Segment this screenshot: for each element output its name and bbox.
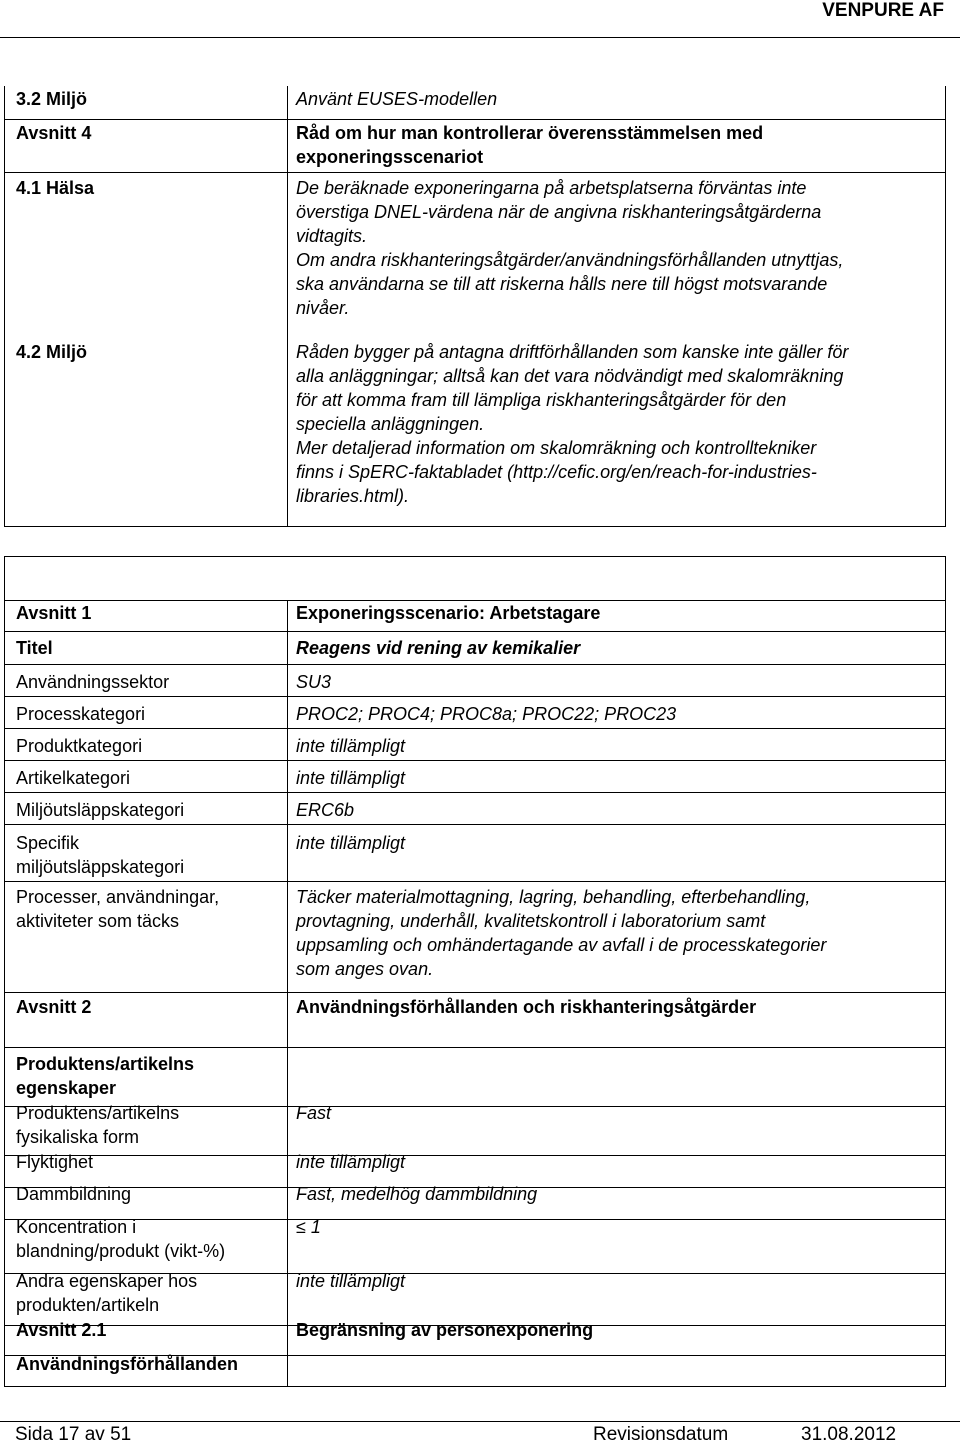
row-label-section-4: Avsnitt 4 (16, 123, 92, 143)
row-label-env-release-category: Miljöutsläppskategori (16, 800, 185, 820)
row-label-product-properties: Produktens/artikelns egenskaper (16, 1054, 195, 1098)
row-divider (5, 664, 945, 665)
row-value-section-2-1: Begränsning av personexponering (296, 1320, 594, 1340)
row-value-4-1: De beräknade exponeringarna på arbetsplatserna förväntas inte överstiga DNEL-värdena när de angivna riskhanteringsåtgärderna vidtagits. Om andra riskhanteringsåtgärder/användningsförhållanden utnyttjas, ska användarna se till att riskerna hålls nere till högst motsvarande nivåer. (296, 178, 844, 318)
row-divider (5, 824, 945, 825)
row-divider (5, 696, 945, 697)
revision-date: 31.08.2012 (801, 1424, 897, 1445)
column-divider (287, 86, 288, 526)
exposure-scenario-table (4, 600, 946, 1387)
row-label-product-category: Produktkategori (16, 736, 143, 756)
row-value-specific-env-release: inte tillämpligt (296, 833, 406, 853)
advice-table (4, 86, 946, 527)
row-divider (5, 728, 945, 729)
row-label-title: Titel (16, 638, 53, 658)
row-label-concentration: Koncentration i blandning/produkt (vikt-%) (16, 1217, 226, 1261)
row-label-section-2-1: Avsnitt 2.1 (16, 1320, 107, 1340)
row-label-physical-form: Produktens/artikelns fysikaliska form (16, 1103, 180, 1147)
row-label-article-category: Artikelkategori (16, 768, 131, 788)
row-value-title: Reagens vid rening av kemikalier (296, 638, 581, 658)
row-value-section-1: Exponeringsscenario: Arbetstagare (296, 603, 601, 623)
row-value-section-2: Användningsförhållanden och riskhanteringsåtgärder (296, 997, 757, 1017)
row-value-4-2: Råden bygger på antagna driftförhållanden som kanske inte gäller för alla anläggningar; alltså kan det vara nödvändigt med skalomräkning för att komma fram till lämpliga riskhanteringsåtgärder för den speciella anläggningen. Mer detaljerad information om skalomräkning och kontrolltekniker finns i SpERC-faktabladet (http://cefic.org/en/reach-for-industries- libraries.html). (296, 342, 849, 506)
revision-label: Revisionsdatum (593, 1424, 729, 1445)
row-label-3-2: 3.2 Miljö (16, 89, 88, 109)
footer-rule (0, 1421, 960, 1422)
row-value-3-2: Använt EUSES-modellen (296, 89, 498, 109)
row-label-conditions-of-use: Användningsförhållanden (16, 1354, 239, 1374)
row-value-use-sector: SU3 (296, 672, 332, 692)
table-header-spacer (4, 556, 946, 600)
row-value-volatility: inte tillämpligt (296, 1152, 406, 1172)
brand-name: VENPURE AF (822, 0, 944, 21)
row-label-section-1: Avsnitt 1 (16, 603, 92, 623)
row-label-use-sector: Användningssektor (16, 672, 170, 692)
row-label-volatility: Flyktighet (16, 1152, 94, 1172)
row-value-dustiness: Fast, medelhög dammbildning (296, 1184, 538, 1204)
row-value-article-category: inte tillämpligt (296, 768, 406, 788)
row-divider (5, 992, 945, 993)
row-value-env-release-category: ERC6b (296, 800, 355, 820)
row-value-product-category: inte tillämpligt (296, 736, 406, 756)
row-value-process-category: PROC2; PROC4; PROC8a; PROC22; PROC23 (296, 704, 677, 724)
row-divider (5, 1047, 945, 1048)
page-number: Sida 17 av 51 (15, 1424, 132, 1445)
row-value-other-properties: inte tillämpligt (296, 1271, 406, 1291)
row-value-processes-covered: Täcker materialmottagning, lagring, behandling, efterbehandling, provtagning, underhåll, kvalitetskontroll i laboratorium samt uppsamling och omhändertagande av avfall i de processkategorier som anges ovan. (296, 887, 827, 979)
row-label-4-1: 4.1 Hälsa (16, 178, 95, 198)
header-rule (0, 37, 960, 38)
row-divider (5, 881, 945, 882)
row-value-physical-form: Fast (296, 1103, 332, 1123)
row-label-processes-covered: Processer, användningar, aktiviteter som täcks (16, 887, 220, 931)
row-label-specific-env-release: Specifik miljöutsläppskategori (16, 833, 185, 877)
row-divider (5, 792, 945, 793)
row-divider (5, 1155, 945, 1156)
row-divider (5, 760, 945, 761)
row-value-section-4: Råd om hur man kontrollerar överensstämmelsen med exponeringsscenariot (296, 123, 764, 167)
row-value-concentration: ≤ 1 (296, 1217, 321, 1237)
row-label-other-properties: Andra egenskaper hos produkten/artikeln (16, 1271, 198, 1315)
row-divider (5, 119, 945, 120)
column-divider (287, 601, 288, 1386)
row-label-4-2: 4.2 Miljö (16, 342, 88, 362)
row-label-dustiness: Dammbildning (16, 1184, 132, 1204)
row-label-process-category: Processkategori (16, 704, 146, 724)
row-divider (5, 631, 945, 632)
row-label-section-2: Avsnitt 2 (16, 997, 92, 1017)
row-divider (5, 172, 945, 173)
